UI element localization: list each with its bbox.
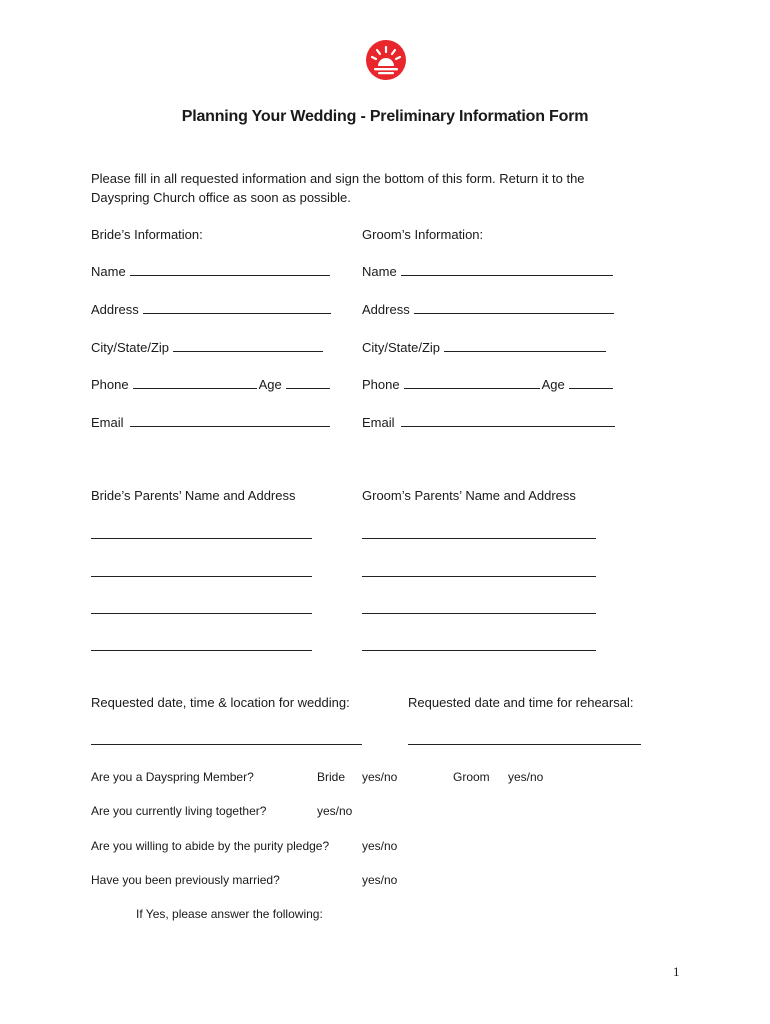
bride-address-field[interactable] <box>91 301 331 317</box>
bride-parents-line-4[interactable] <box>91 650 312 651</box>
page-number: 1 <box>673 964 680 979</box>
member-bride-label: Bride <box>317 770 346 784</box>
bride-city-line[interactable] <box>173 339 323 352</box>
groom-phone-line[interactable] <box>404 376 540 389</box>
bride-name-line[interactable] <box>130 263 330 276</box>
living-together-yesno[interactable]: yes/no <box>317 804 353 818</box>
bride-age-label: Age <box>258 377 282 392</box>
groom-info-heading: Groom’s Information: <box>362 227 484 242</box>
bride-age-line[interactable] <box>286 376 330 389</box>
intro-text-line-2: Dayspring Church office as soon as possible. <box>91 190 351 205</box>
bride-phone-line[interactable] <box>133 376 257 389</box>
groom-parents-line-1[interactable] <box>362 538 596 539</box>
previously-married-question: Have you been previously married? <box>91 873 280 887</box>
member-bride-yesno[interactable]: yes/no <box>362 770 398 784</box>
form-title: Planning Your Wedding - Preliminary Information Form <box>181 108 589 125</box>
bride-parents-heading: Bride’s Parents’ Name and Address <box>91 488 296 503</box>
groom-parents-line-4[interactable] <box>362 650 596 651</box>
groom-age-line[interactable] <box>569 376 613 389</box>
bride-phone-age-field[interactable] <box>91 376 330 392</box>
intro-text-line-1: Please fill in all requested information and sign the bottom of this form. Return it to the <box>91 171 585 186</box>
groom-city-label: City/State/Zip <box>362 340 441 355</box>
bride-phone-label: Phone <box>91 377 129 392</box>
groom-phone-age-field[interactable] <box>362 376 613 392</box>
groom-age-label: Age <box>541 377 565 392</box>
member-question: Are you a Dayspring Member? <box>91 770 254 784</box>
groom-name-label: Name <box>362 264 397 279</box>
bride-city-label: City/State/Zip <box>91 340 170 355</box>
groom-city-line[interactable] <box>444 339 606 352</box>
bride-address-label: Address <box>91 302 139 317</box>
wedding-request-line[interactable] <box>91 744 362 745</box>
bride-parents-line-2[interactable] <box>91 576 312 577</box>
purity-pledge-yesno[interactable]: yes/no <box>362 839 398 853</box>
member-groom-label: Groom <box>453 770 490 784</box>
wedding-request-label: Requested date, time & location for wedding: <box>91 695 350 710</box>
groom-parents-line-3[interactable] <box>362 613 596 614</box>
bride-email-line[interactable] <box>130 414 330 427</box>
bride-email-label: Email <box>91 415 124 430</box>
bride-email-field[interactable] <box>91 414 330 430</box>
bride-address-line[interactable] <box>143 301 331 314</box>
groom-email-line[interactable] <box>401 414 615 427</box>
living-together-question: Are you currently living together? <box>91 804 267 818</box>
rehearsal-request-line[interactable] <box>408 744 641 745</box>
if-yes-instruction: If Yes, please answer the following: <box>136 907 323 921</box>
groom-name-field[interactable] <box>362 263 613 279</box>
groom-address-label: Address <box>362 302 410 317</box>
bride-name-field[interactable] <box>91 263 330 279</box>
groom-city-field[interactable] <box>362 339 606 355</box>
bride-parents-line-3[interactable] <box>91 613 312 614</box>
member-groom-yesno[interactable]: yes/no <box>508 770 544 784</box>
dayspring-logo-icon <box>366 40 406 80</box>
previously-married-yesno[interactable]: yes/no <box>362 873 398 887</box>
groom-phone-label: Phone <box>362 377 400 392</box>
bride-name-label: Name <box>91 264 126 279</box>
groom-address-field[interactable] <box>362 301 614 317</box>
groom-parents-heading: Groom’s Parents’ Name and Address <box>362 488 576 503</box>
groom-email-label: Email <box>362 415 395 430</box>
purity-pledge-question: Are you willing to abide by the purity pledge? <box>91 839 330 853</box>
bride-info-heading: Bride’s Information: <box>91 227 203 242</box>
groom-email-field[interactable] <box>362 414 615 430</box>
groom-parents-line-2[interactable] <box>362 576 596 577</box>
bride-city-field[interactable] <box>91 339 323 355</box>
groom-address-line[interactable] <box>414 301 614 314</box>
bride-parents-line-1[interactable] <box>91 538 312 539</box>
groom-name-line[interactable] <box>401 263 613 276</box>
rehearsal-request-label: Requested date and time for rehearsal: <box>408 695 634 710</box>
